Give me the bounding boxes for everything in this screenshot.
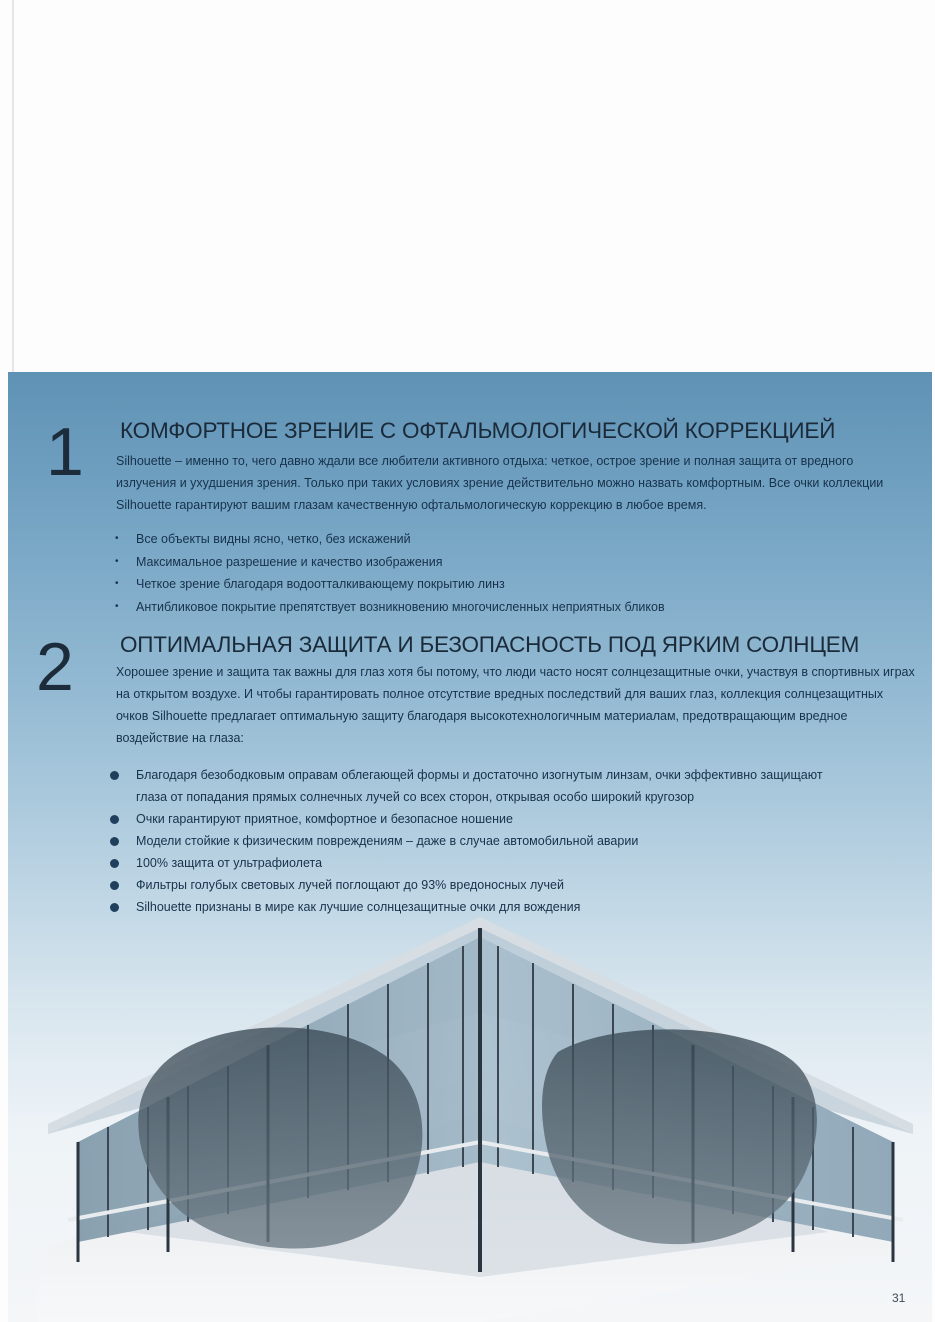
bullet-icon <box>110 859 119 868</box>
list-item <box>114 596 665 619</box>
page-number: 31 <box>892 1291 906 1305</box>
bullet-icon <box>110 771 119 780</box>
list-item <box>114 573 665 596</box>
list-item <box>114 528 665 551</box>
section-2-number: 2 <box>36 629 74 705</box>
list-item-text: Фильтры голубых световых лучей поглощают до 93% вредоносных лучей <box>136 878 564 892</box>
list-item-text: Антибликовое покрытие препятствует возникновению многочисленных неприятных бликов <box>136 599 665 614</box>
list-item-text: Максимальное разрешение и качество изображения <box>136 554 443 569</box>
bullet-icon <box>110 815 119 824</box>
bullet-icon <box>110 881 119 890</box>
bullet-icon: • <box>115 578 119 589</box>
section-2-bullet-list <box>110 764 856 918</box>
list-item-text: Очки гарантируют приятное, комфортное и безопасное ношение <box>136 812 513 826</box>
list-item-text: Модели стойкие к физическим повреждениям – даже в случае автомобильной аварии <box>136 834 639 848</box>
bullet-icon: • <box>115 600 119 612</box>
list-item <box>110 830 856 852</box>
bullet-icon: • <box>115 533 119 544</box>
section-1-bullet-list <box>114 528 665 618</box>
bullet-icon: • <box>115 555 119 567</box>
content-panel <box>8 372 932 1322</box>
page-edge <box>12 0 14 372</box>
section-1-paragraph: Silhouette – именно то, чего давно ждали все любители активного отдыха: четкое, острое зрение и полная защита от вредного излучения и ухудшения зрения. Только при таких условиях зрение действительно можно назвать комфортным. Все очки коллекции Silhouette гарантируют вашим глазам качественную офтальмологическую коррекцию в любое время. <box>116 454 884 512</box>
list-item-text: Благодаря безободковым оправам облегающей формы и достаточно изогнутым линзам, очки эффективно защищают глаза от попадания прямых солнечных лучей со всех сторон, открывая особо широкий кругозор <box>136 768 823 804</box>
section-1-number: 1 <box>46 414 84 490</box>
list-item-text: Silhouette признаны в мире как лучшие солнцезащитные очки для вождения <box>136 900 581 914</box>
list-item-text: 100% защита от ультрафиолета <box>136 856 323 870</box>
list-item <box>110 808 856 830</box>
list-item <box>110 764 856 808</box>
bullet-icon <box>110 903 119 912</box>
list-item-text: Четкое зрение благодаря водоотталкивающему покрытию линз <box>136 577 505 591</box>
list-item <box>114 551 665 574</box>
list-item <box>110 852 856 874</box>
list-item <box>110 896 856 918</box>
list-item-text: Все объекты видны ясно, четко, без искажений <box>136 532 411 546</box>
list-item <box>110 874 856 896</box>
bullet-icon <box>110 837 119 846</box>
section-2-heading: ОПТИМАЛЬНАЯ ЗАЩИТА И БЕЗОПАСНОСТЬ ПОД ЯРКИМ СОЛНЦЕМ <box>120 632 860 657</box>
section-1-heading: КОМФОРТНОЕ ЗРЕНИЕ С ОФТАЛЬМОЛОГИЧЕСКОЙ КОРРЕКЦИЕЙ <box>120 418 836 443</box>
section-2-paragraph: Хорошее зрение и защита так важны для глаз хотя бы потому, что люди часто носят солнцезащитные очки, участвуя в спортивных играх на открытом воздухе. И чтобы гарантировать полное отсутствие вредных последствий для ваших глаз, коллекция солнцезащитных очков Silhouette предлагает оптимальную защиту благодаря высокотехнологичным материалам, предотвращающим вредное воздействие на глаза: <box>116 665 915 745</box>
